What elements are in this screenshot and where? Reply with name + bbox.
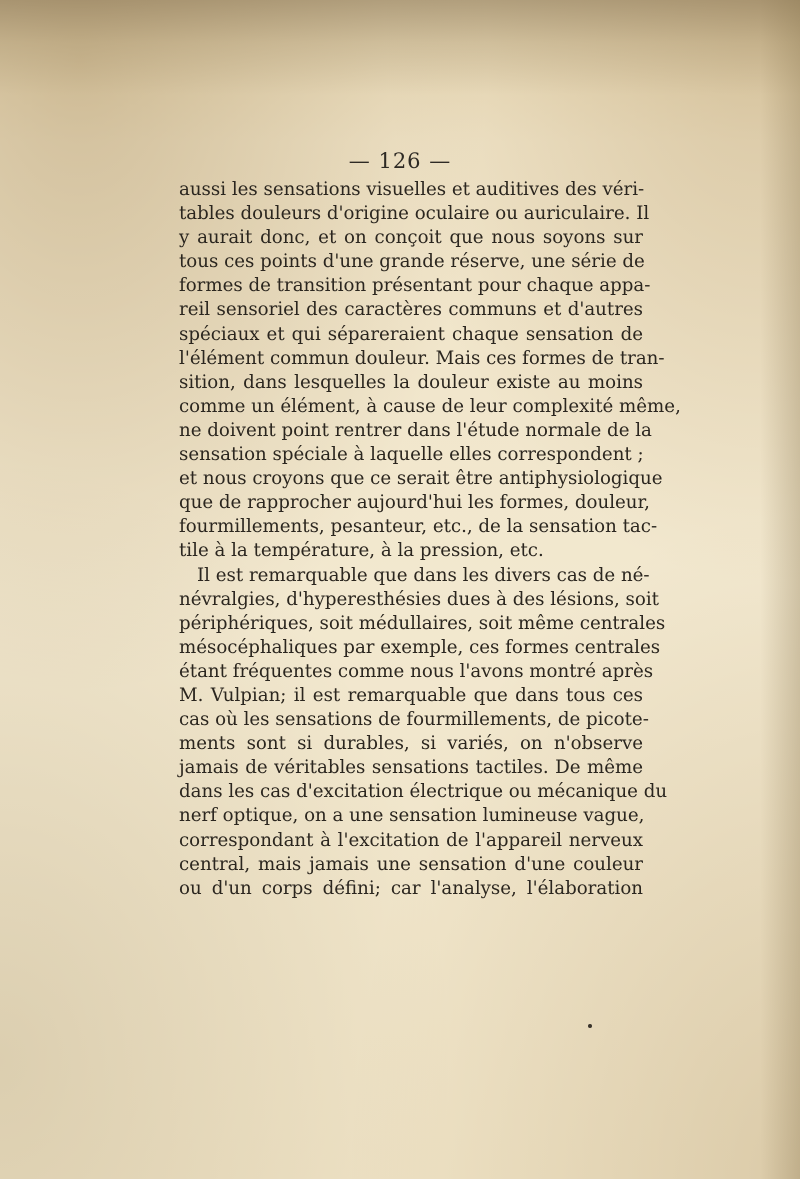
text-line: sensation spéciale à laquelle elles correspondent ; xyxy=(179,444,644,466)
text-line: reil sensoriel des caractères communs et d'autres xyxy=(179,299,643,321)
text-line: formes de transition présentant pour chaque appa- xyxy=(179,275,651,297)
text-line: que de rapprocher aujourd'hui les formes, douleur, xyxy=(179,492,650,514)
text-line: étant fréquentes comme nous l'avons montré après xyxy=(179,660,654,682)
page-right-shadow xyxy=(760,0,800,1179)
text-line: périphériques, soit médullaires, soit même centrales xyxy=(179,612,666,634)
text-line: ou d'un corps défini; car l'analyse, l'élaboration xyxy=(179,877,643,899)
text-line: tables douleurs d'origine oculaire ou auriculaire. Il xyxy=(179,203,650,225)
page-number-header: — 126 — xyxy=(348,149,452,173)
text-line: tous ces points d'une grande réserve, une série de xyxy=(179,251,645,273)
text-line: et nous croyons que ce serait être antiphysiologique xyxy=(179,468,663,490)
page-top-shadow xyxy=(0,0,800,95)
text-line: jamais de véritables sensations tactiles. De même xyxy=(179,757,643,779)
paragraph-start-line: Il est remarquable que dans les divers cas de né- xyxy=(197,564,650,586)
text-line: fourmillements, pesanteur, etc., de la sensation tac- xyxy=(179,516,658,538)
text-line: nerf optique, on a une sensation lumineuse vague, xyxy=(179,805,645,827)
text-line: cas où les sensations de fourmillements, de picote- xyxy=(179,709,649,731)
text-line: névralgies, d'hyperesthésies dues à des lésions, soit xyxy=(179,588,659,610)
text-line: tile à la température, à la pression, etc. xyxy=(179,540,544,562)
text-line: sition, dans lesquelles la douleur existe au moins xyxy=(179,371,643,393)
text-line: M. Vulpian; il est remarquable que dans tous ces xyxy=(179,684,643,706)
text-line: dans les cas d'excitation électrique ou mécanique du xyxy=(179,781,668,803)
text-line: ne doivent point rentrer dans l'étude normale de la xyxy=(179,419,652,441)
text-line: correspondant à l'excitation de l'appareil nerveux xyxy=(179,829,643,851)
text-line: comme un élément, à cause de leur complexité même, xyxy=(179,395,681,417)
body-text xyxy=(179,178,681,901)
ink-speck xyxy=(588,1024,592,1028)
text-line: aussi les sensations visuelles et auditives des véri- xyxy=(179,179,645,200)
text-line: mésocéphaliques par exemple, ces formes centrales xyxy=(179,636,661,658)
text-line: ments sont si durables, si variés, on n'observe xyxy=(179,733,643,755)
text-line: central, mais jamais une sensation d'une couleur xyxy=(179,853,643,875)
text-line: y aurait donc, et on conçoit que nous soyons sur xyxy=(179,227,643,249)
text-line: l'élément commun douleur. Mais ces formes de tran- xyxy=(179,347,665,369)
text-line: spéciaux et qui sépareraient chaque sensation de xyxy=(179,323,643,345)
